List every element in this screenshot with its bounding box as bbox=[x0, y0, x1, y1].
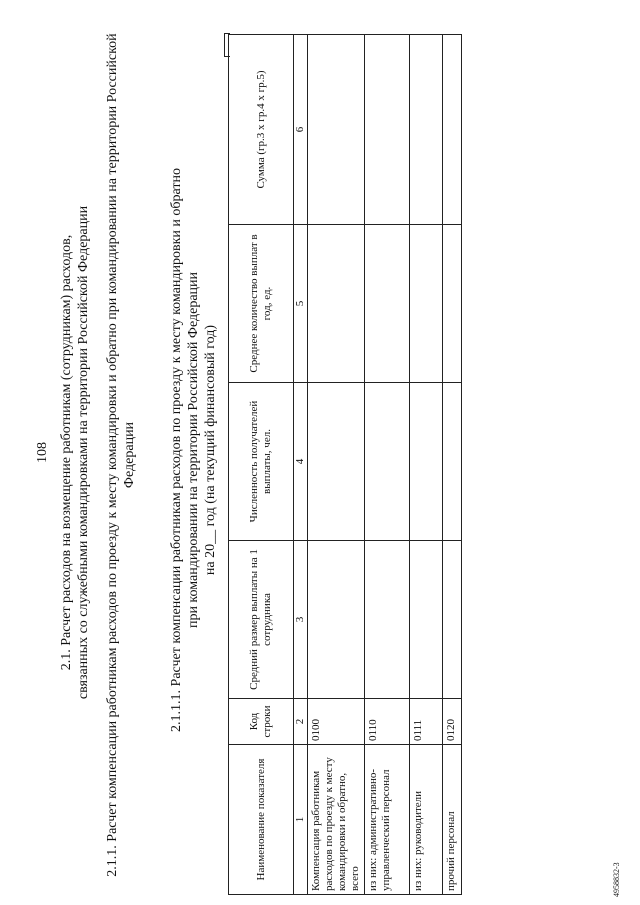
column-number: 1 bbox=[294, 745, 308, 895]
row-code: 0120 bbox=[443, 699, 462, 745]
cell-recipients-count[interactable] bbox=[365, 383, 410, 541]
section-heading-2-1-line2: связанных со служебными командировками на территории Российской Федерации bbox=[76, 205, 91, 700]
section-heading-2-1-1-1-line2: при командировании на территории Российской Федерации bbox=[186, 271, 201, 629]
cell-payments-per-year[interactable] bbox=[308, 225, 365, 383]
cell-average-payment[interactable] bbox=[443, 541, 462, 699]
row-name: Компенсация работникам расходов по проезду к месту командировки и обратно, всего bbox=[308, 745, 365, 895]
row-name: из них: руководители bbox=[410, 745, 443, 895]
table-row bbox=[443, 35, 462, 895]
cell-sum[interactable] bbox=[365, 35, 410, 225]
cell-average-payment[interactable] bbox=[308, 541, 365, 699]
cell-recipients-count[interactable] bbox=[443, 383, 462, 541]
row-code: 0110 bbox=[365, 699, 410, 745]
section-heading-2-1-1: 2.1.1. Расчет компенсации работникам расходов по проезду к месту командировки и обратно при командировании на территории Российской Федерации bbox=[105, 33, 137, 877]
column-number: 4 bbox=[294, 383, 308, 541]
header-average-payment: Средний размер выплаты на 1 сотрудника bbox=[229, 541, 294, 699]
section-heading-2-1-1-1-line3: на 20__ год (на текущий финансовый год) bbox=[203, 324, 218, 576]
row-code: 0111 bbox=[410, 699, 443, 745]
compensation-table bbox=[228, 34, 462, 895]
cell-average-payment[interactable] bbox=[410, 541, 443, 699]
cell-sum[interactable] bbox=[410, 35, 443, 225]
header-row-code: Код строки bbox=[229, 699, 294, 745]
table-row bbox=[308, 35, 365, 895]
table-header-row bbox=[229, 35, 294, 895]
cell-payments-per-year[interactable] bbox=[410, 225, 443, 383]
page-number: 108 bbox=[35, 442, 50, 463]
header-average-payments-per-year: Среднее количество выплат в год, ед. bbox=[229, 225, 294, 383]
row-code: 0100 bbox=[308, 699, 365, 745]
cell-payments-per-year[interactable] bbox=[365, 225, 410, 383]
cell-sum[interactable] bbox=[443, 35, 462, 225]
column-number: 2 bbox=[294, 699, 308, 745]
column-number: 5 bbox=[294, 225, 308, 383]
header-indicator-name: Наименование показателя bbox=[229, 745, 294, 895]
row-name: прочий персонал bbox=[443, 745, 462, 895]
document-id: 4958832-3 bbox=[612, 862, 621, 897]
column-number: 3 bbox=[294, 541, 308, 699]
row-name: из них: административно-управленческий персонал bbox=[365, 745, 410, 895]
column-number-row bbox=[294, 35, 308, 895]
table-row bbox=[365, 35, 410, 895]
header-sum: Сумма (гр.3 х гр.4 х гр.5) bbox=[229, 35, 294, 225]
section-heading-2-1-1-1 bbox=[168, 55, 219, 845]
column-number: 6 bbox=[294, 35, 308, 225]
header-recipients-count: Численность получателей выплаты, чел. bbox=[229, 383, 294, 541]
cell-recipients-count[interactable] bbox=[410, 383, 443, 541]
cell-average-payment[interactable] bbox=[365, 541, 410, 699]
cell-payments-per-year[interactable] bbox=[443, 225, 462, 383]
cell-sum[interactable] bbox=[308, 35, 365, 225]
section-heading-2-1-1-1-line1: 2.1.1.1. Расчет компенсации работникам расходов по проезду к месту командировки и обратно bbox=[169, 168, 184, 732]
table-row bbox=[410, 35, 443, 895]
section-heading-2-1-line1: 2.1. Расчет расходов на возмещение работникам (сотрудникам) расходов, bbox=[59, 234, 74, 671]
cell-recipients-count[interactable] bbox=[308, 383, 365, 541]
